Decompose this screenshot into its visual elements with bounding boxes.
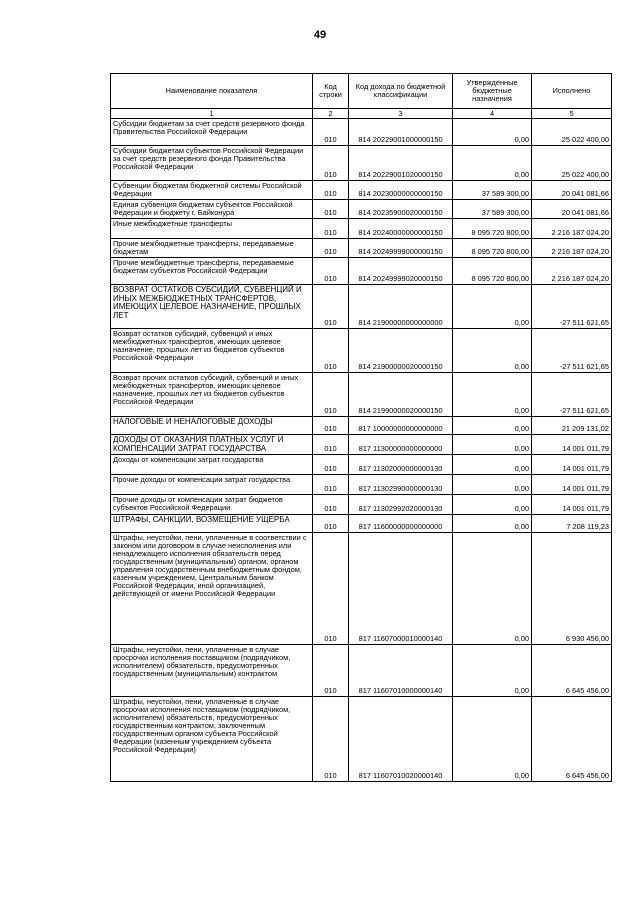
row-name: Прочие межбюджетные трансферты, передаваемые бюджетам [111, 238, 313, 257]
row-code: 010 [313, 238, 349, 257]
row-name: Штрафы, неустойки, пени, уплаченные в соответствии с законом или договором в случае неисполнения или ненадлежащего исполнения обязательств перед государственным (муниципальным) органом, органом управления государственным внебюджетным фондом, казенным учреждением, Центральным банком Российской Федерации, иной организацией, действующей от имени Российской Федерации [111, 533, 313, 645]
row-code: 010 [313, 257, 349, 284]
row-executed: 14 001 011,79 [532, 475, 612, 495]
row-name: Единая субвенция бюджетам субъектов Российской Федерации и бюджету г. Байконура [111, 199, 313, 218]
row-approved: 8 095 720 800,00 [453, 218, 532, 238]
row-kbk: 814 20230000000000150 [349, 181, 453, 200]
row-code: 010 [313, 697, 349, 782]
row-executed: 2 216 187 024,20 [532, 257, 612, 284]
row-approved: 0,00 [453, 416, 532, 434]
row-executed: 2 216 187 024,20 [532, 218, 612, 238]
table-header-row [111, 74, 612, 109]
row-kbk: 814 20229001020000150 [349, 146, 453, 181]
row-approved: 8 095 720 800,00 [453, 257, 532, 284]
row-name: Прочие доходы от компенсации затрат государства [111, 475, 313, 495]
table-row [111, 119, 612, 146]
table-row [111, 475, 612, 495]
row-kbk: 817 11302990000000130 [349, 475, 453, 495]
row-approved: 0,00 [453, 146, 532, 181]
page-number: 49 [313, 29, 327, 41]
row-executed: 25 022 400,00 [532, 119, 612, 146]
header-approved: Утвержденные бюджетные назначения [453, 74, 532, 109]
budget-revenue-table [110, 73, 612, 782]
row-executed: 6 645 456,00 [532, 645, 612, 697]
table-row [111, 181, 612, 200]
row-approved: 0,00 [453, 372, 532, 416]
table-row [111, 455, 612, 475]
row-approved: 0,00 [453, 533, 532, 645]
row-name: Штрафы, неустойки, пени, уплаченные в случае просрочки исполнения поставщиком (подрядчиком, исполнителем) обязательств, предусмотренных государственным контрактом, заключенным государственным органом субъекта Российской Федерации (казенным учреждением субъекта Российской Федерации) [111, 697, 313, 782]
table-row [111, 238, 612, 257]
row-approved: 0,00 [453, 495, 532, 515]
row-approved: 0,00 [453, 515, 532, 533]
table-row [111, 284, 612, 328]
row-name: Субвенции бюджетам бюджетной системы Российской Федерации [111, 181, 313, 200]
table-row [111, 146, 612, 181]
row-name: Доходы от компенсации затрат государства [111, 455, 313, 475]
row-executed: -27 511 621,65 [532, 328, 612, 372]
row-kbk: 814 21900000000000000 [349, 284, 453, 328]
row-approved: 8 095 720 800,00 [453, 238, 532, 257]
row-kbk: 814 20249999000000150 [349, 238, 453, 257]
header-kbk: Код дохода по бюджетной классификации [349, 74, 453, 109]
row-executed: 21 209 131,02 [532, 416, 612, 434]
row-code: 010 [313, 455, 349, 475]
row-code: 010 [313, 284, 349, 328]
table-row [111, 434, 612, 454]
row-name: Иные межбюджетные трансферты [111, 218, 313, 238]
row-executed: 14 001 011,79 [532, 495, 612, 515]
row-approved: 37 589 300,00 [453, 181, 532, 200]
table-row [111, 328, 612, 372]
column-number: 4 [453, 109, 532, 119]
row-executed: 14 001 011,79 [532, 434, 612, 454]
row-kbk: 817 11300000000000000 [349, 434, 453, 454]
table-row [111, 515, 612, 533]
row-kbk: 817 11607010000000140 [349, 645, 453, 697]
row-name: Штрафы, неустойки, пени, уплаченные в случае просрочки исполнения поставщиком (подрядчиком, исполнителем) обязательств, предусмотренных государственным (муниципальным) контрактом [111, 645, 313, 697]
table-row [111, 372, 612, 416]
column-number-row [111, 109, 612, 119]
table-row [111, 199, 612, 218]
column-number: 5 [532, 109, 612, 119]
row-name: ШТРАФЫ, САНКЦИИ, ВОЗМЕЩЕНИЕ УЩЕРБА [111, 515, 313, 533]
row-code: 010 [313, 416, 349, 434]
header-executed: Исполнено [532, 74, 612, 109]
row-executed: 6 930 456,00 [532, 533, 612, 645]
row-code: 010 [313, 328, 349, 372]
row-name: ВОЗВРАТ ОСТАТКОВ СУБСИДИЙ, СУБВЕНЦИЙ И ИНЫХ МЕЖБЮДЖЕТНЫХ ТРАНСФЕРТОВ, ИМЕЮЩИХ ЦЕЛЕВОЕ НАЗНАЧЕНИЕ, ПРОШЛЫХ ЛЕТ [111, 284, 313, 328]
row-approved: 0,00 [453, 284, 532, 328]
row-kbk: 814 21990000020000150 [349, 372, 453, 416]
row-approved: 0,00 [453, 697, 532, 782]
row-code: 010 [313, 218, 349, 238]
row-code: 010 [313, 475, 349, 495]
table-row [111, 495, 612, 515]
row-executed: 20 041 081,66 [532, 181, 612, 200]
column-number: 3 [349, 109, 453, 119]
table-row [111, 533, 612, 645]
row-name: Прочие межбюджетные трансферты, передаваемые бюджетам субъектов Российской Федерации [111, 257, 313, 284]
row-approved: 0,00 [453, 475, 532, 495]
row-kbk: 814 21900000020000150 [349, 328, 453, 372]
row-approved: 37 589 300,00 [453, 199, 532, 218]
row-approved: 0,00 [453, 119, 532, 146]
row-kbk: 817 11302992020000130 [349, 495, 453, 515]
row-approved: 0,00 [453, 455, 532, 475]
row-kbk: 814 20249999020000150 [349, 257, 453, 284]
column-number: 2 [313, 109, 349, 119]
row-executed: 7 208 119,23 [532, 515, 612, 533]
row-kbk: 817 10000000000000000 [349, 416, 453, 434]
table-row [111, 645, 612, 697]
row-name: ДОХОДЫ ОТ ОКАЗАНИЯ ПЛАТНЫХ УСЛУГ И КОМПЕНСАЦИИ ЗАТРАТ ГОСУДАРСТВА [111, 434, 313, 454]
table-row [111, 416, 612, 434]
table-row [111, 218, 612, 238]
row-kbk: 814 20235900020000150 [349, 199, 453, 218]
row-executed: 14 001 011,79 [532, 455, 612, 475]
row-name: Субсидии бюджетам субъектов Российской Федерации за счет средств резервного фонда Правительства Российской Федерации [111, 146, 313, 181]
row-code: 010 [313, 199, 349, 218]
table-row [111, 697, 612, 782]
row-name: Субсидии бюджетам за счет средств резервного фонда Правительства Российской Федерации [111, 119, 313, 146]
row-executed: 25 022 400,00 [532, 146, 612, 181]
row-name: НАЛОГОВЫЕ И НЕНАЛОГОВЫЕ ДОХОДЫ [111, 416, 313, 434]
row-code: 010 [313, 181, 349, 200]
row-name: Возврат прочих остатков субсидий, субвенций и иных межбюджетных трансфертов, имеющих целевое назначение, прошлых лет из бюджетов субъектов Российской Федерации [111, 372, 313, 416]
row-kbk: 814 20240000000000150 [349, 218, 453, 238]
column-number: 1 [111, 109, 313, 119]
row-executed: 6 645 456,00 [532, 697, 612, 782]
row-kbk: 817 11607000010000140 [349, 533, 453, 645]
row-approved: 0,00 [453, 645, 532, 697]
table-row [111, 257, 612, 284]
row-code: 010 [313, 372, 349, 416]
row-code: 010 [313, 119, 349, 146]
row-code: 010 [313, 533, 349, 645]
row-executed: 20 041 081,66 [532, 199, 612, 218]
header-name: Наименование показателя [111, 74, 313, 109]
header-code: Код строки [313, 74, 349, 109]
row-code: 010 [313, 495, 349, 515]
row-name: Прочие доходы от компенсации затрат бюджетов субъектов Российской Федерации [111, 495, 313, 515]
row-code: 010 [313, 515, 349, 533]
row-kbk: 817 11607010020000140 [349, 697, 453, 782]
row-executed: -27 511 621,65 [532, 284, 612, 328]
row-code: 010 [313, 645, 349, 697]
row-code: 010 [313, 146, 349, 181]
row-executed: 2 216 187 024,20 [532, 238, 612, 257]
row-name: Возврат остатков субсидий, субвенций и иных межбюджетных трансфертов, имеющих целевое назначение, прошлых лет из бюджетов субъектов Российской Федерации [111, 328, 313, 372]
row-kbk: 814 20229001000000150 [349, 119, 453, 146]
row-executed: -27 511 621,65 [532, 372, 612, 416]
row-approved: 0,00 [453, 434, 532, 454]
row-kbk: 817 11302000000000130 [349, 455, 453, 475]
row-approved: 0,00 [453, 328, 532, 372]
row-code: 010 [313, 434, 349, 454]
row-kbk: 817 11600000000000000 [349, 515, 453, 533]
